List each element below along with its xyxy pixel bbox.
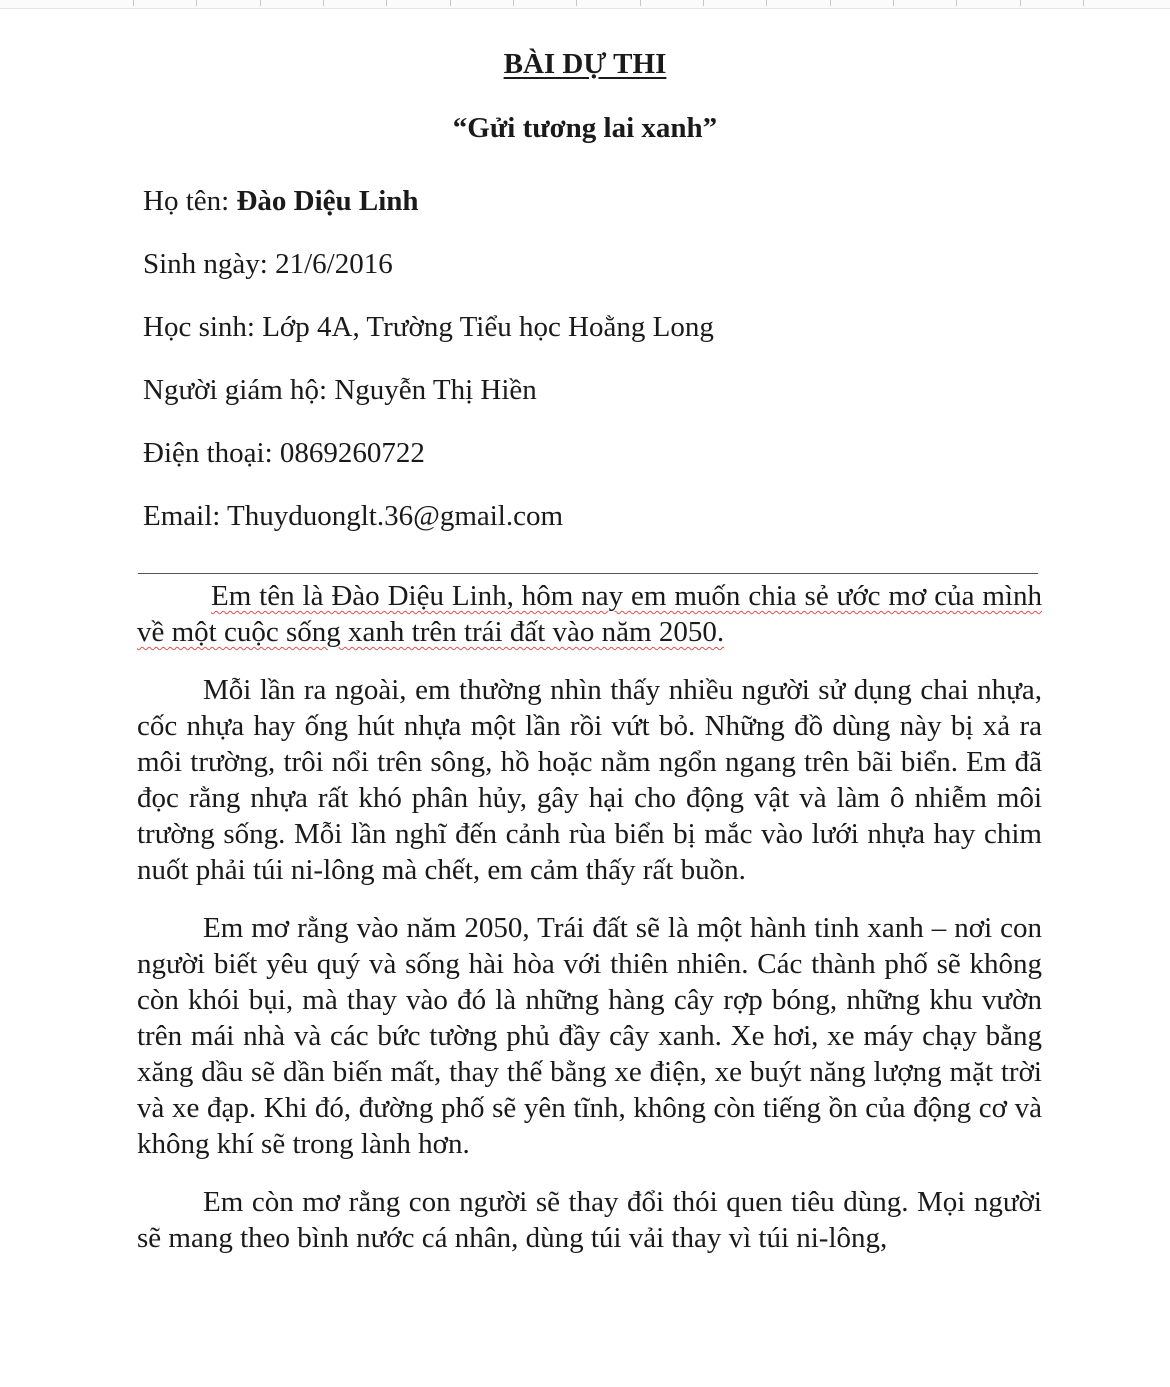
guardian-row: Người giám hộ: Nguyễn Thị Hiền bbox=[143, 374, 537, 406]
paragraph: Em mơ rằng vào năm 2050, Trái đất sẽ là một hành tinh xanh – nơi con người biết yêu quý và sống hài hòa với thiên nhiên. Các thành phố sẽ không còn khói bụi, mà thay vào đó là những hàng cây rợp bóng, những khu vườn trên mái nhà và các bức tường phủ đầy cây xanh. Xe hơi, xe máy chạy bằng xăng dầu sẽ dần biến mất, thay thế bằng xe điện, xe buýt năng lượng mặt trời và xe đạp. Khi đó, đường phố sẽ yên tĩnh, không còn tiếng ồn của động cơ và không khí sẽ trong lành hơn. bbox=[137, 912, 1042, 1160]
paragraph: Em còn mơ rằng con người sẽ thay đổi thói quen tiêu dùng. Mọi người sẽ mang theo bình nước cá nhân, dùng túi vải thay vì túi ni-lông, bbox=[137, 1186, 1042, 1254]
school-row: Học sinh: Lớp 4A, Trường Tiểu học Hoằng Long bbox=[143, 311, 714, 343]
phone-row: Điện thoại: 0869260722 bbox=[143, 437, 425, 469]
contestant-info bbox=[143, 170, 714, 548]
essay-body bbox=[137, 578, 1042, 1278]
birth-row: Sinh ngày: 21/6/2016 bbox=[143, 248, 393, 280]
name-row bbox=[143, 170, 714, 233]
name-value: Đào Diệu Linh bbox=[236, 185, 419, 217]
document-title: BÀI DỰ THI bbox=[503, 48, 667, 80]
header-divider bbox=[138, 573, 1038, 574]
email-row: Email: Thuyduonglt.36@gmail.com bbox=[143, 500, 564, 532]
paragraph: Mỗi lần ra ngoài, em thường nhìn thấy nhiều người sử dụng chai nhựa, cốc nhựa hay ống hút nhựa một lần rồi vứt bỏ. Những đồ dùng này bị xả ra môi trường, trôi nổi trên sông, hồ hoặc nằm ngổn ngang trên bãi biển. Em đã đọc rằng nhựa rất khó phân hủy, gây hại cho động vật và làm ô nhiễm môi trường sống. Mỗi lần nghĩ đến cảnh rùa biển bị mắc vào lưới nhựa hay chim nuốt phải túi ni-lông mà chết, em cảm thấy rất buồn. bbox=[137, 674, 1042, 886]
name-label: Họ tên: bbox=[143, 185, 237, 217]
ruler-bar bbox=[0, 0, 1170, 9]
paragraph: Em tên là Đào Diệu Linh, hôm nay em muốn chia sẻ ước mơ của mình về một cuộc sống xanh trên trái đất vào năm 2050. bbox=[137, 580, 1042, 648]
document-subtitle: “Gửi tương lai xanh” bbox=[452, 112, 718, 144]
